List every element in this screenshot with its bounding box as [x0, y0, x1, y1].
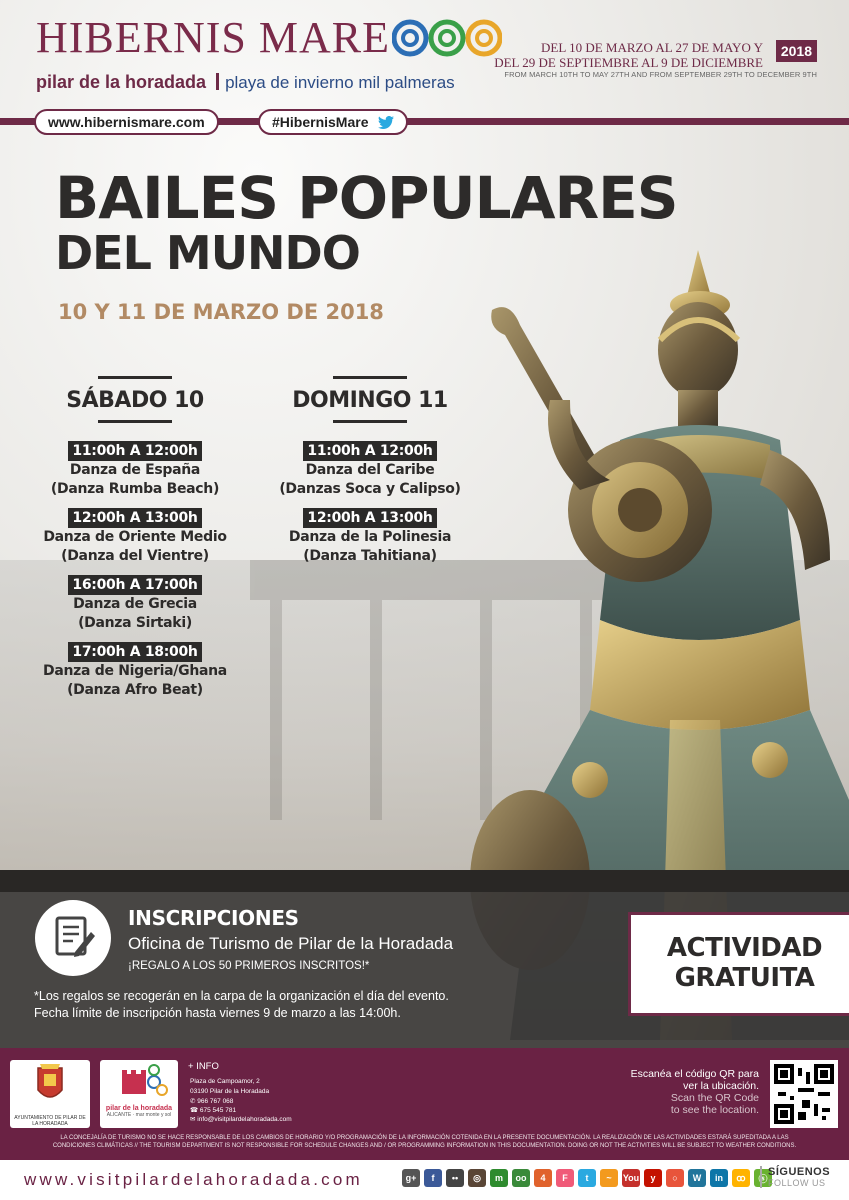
dance-style: (Danza Sirtaki)	[78, 615, 192, 631]
document-edit-icon	[35, 900, 111, 976]
council-logo	[10, 1060, 90, 1128]
follow-us: SÍGUENOS FOLLOW US	[760, 1166, 830, 1188]
registration-note-1: *Los regalos se recogerán en la carpa de la organización el día del evento.	[34, 989, 449, 1003]
phone-line-2: ☎ 675 545 781	[190, 1107, 237, 1114]
badge-line-1: ACTIVIDAD	[666, 933, 823, 963]
dates-line-2: DEL 29 DE SEPTIEMBRE AL 9 DE DICIEMBRE	[494, 55, 763, 70]
mobile-icon: ☎	[190, 1107, 200, 1114]
coat-of-arms-icon	[10, 1060, 90, 1110]
circle-icon[interactable]: ○	[666, 1169, 684, 1187]
registration-band-top	[0, 870, 849, 892]
time-slot: 11:00h A 12:00h	[303, 441, 436, 461]
event-title-line-2: DEL MUNDO	[55, 226, 360, 280]
legal-disclaimer: LA CONCEJALÍA DE TURISMO NO SE HACE RESPONSABLE DE LOS CAMBIOS DE HORARIO Y/O PROGRAMACIÓN DE LA INFORMACIÓN COTENIDA EN LA PRESENTE DOCUMENTACIÓN. LA REALIZACIÓN DE LAS ACTIVIDADES ESTARÁ SUPEDITADA A LAS CONDICIONES CLIMÁTICAS // THE TOURISM DEPARTMENT IS NOT RESPONSIBLE FOR SCHEDULE CHANGES AND / OR PROGRAMMING INFORMATION IN THIS DOCUMENTATION. DOING OR NOT THE ACTIVITIES WILL BE SUBJECT TO WEATHER CONDITIONS.	[52, 1135, 797, 1149]
brand-title: HIBERNIS MARE	[36, 13, 391, 62]
dance-name: Danza de España	[69, 462, 201, 478]
yelp-icon[interactable]: y	[644, 1169, 662, 1187]
rss-icon[interactable]: ~	[600, 1169, 618, 1187]
year-badge: 2018	[776, 40, 817, 62]
schedule-item	[250, 508, 490, 566]
schedule-sunday	[250, 376, 490, 575]
registration-title: INSCRIPCIONES	[128, 906, 299, 930]
castle-spiral-logo-icon	[100, 1060, 178, 1100]
qr-code[interactable]	[770, 1060, 838, 1128]
registration-gift: ¡REGALO A LOS 50 PRIMEROS INSCRITOS!*	[128, 960, 370, 972]
youtube-icon[interactable]: You	[622, 1169, 640, 1187]
email-line[interactable]: ✉ info@visitpilardelahoradada.com	[190, 1116, 292, 1123]
facebook-icon[interactable]: f	[424, 1169, 442, 1187]
instagram-icon[interactable]: ◎	[468, 1169, 486, 1187]
phone-line-1: ✆ 966 767 068	[190, 1098, 234, 1105]
schedule-item	[15, 575, 255, 633]
info-heading: + INFO	[188, 1061, 219, 1072]
time-slot: 11:00h A 12:00h	[68, 441, 201, 461]
shop-icon[interactable]: ⓢ	[754, 1169, 772, 1187]
destination-logo-sub: ALICANTE · mar monte y sol	[106, 1112, 172, 1118]
time-slot: 12:00h A 13:00h	[68, 508, 201, 528]
town-tagline	[36, 72, 455, 93]
registration-note-2: Fecha límite de inscripción hasta viernes 9 de marzo a las 14:00h.	[34, 1006, 401, 1020]
twitter-icon[interactable]: t	[578, 1169, 596, 1187]
linkedin-icon[interactable]: in	[710, 1169, 728, 1187]
dance-style: (Danza Rumba Beach)	[50, 481, 220, 497]
people-icon[interactable]: ꝏ	[732, 1169, 750, 1187]
dance-name: Danza del Caribe	[305, 462, 435, 478]
event-dates: 10 Y 11 DE MARZO DE 2018	[58, 300, 384, 324]
address-line-2: 03190 Pilar de la Horadada	[190, 1088, 270, 1095]
schedule-item	[15, 508, 255, 566]
registration-office: Oficina de Turismo de Pilar de la Horadada	[128, 934, 454, 953]
council-label: AYUNTAMIENTO DE PILAR DE LA HORADADA	[14, 1115, 86, 1127]
hashtag-pill[interactable]	[258, 109, 408, 135]
tagline: playa de invierno mil palmeras	[225, 73, 455, 92]
time-slot: 17:00h A 18:00h	[68, 642, 201, 662]
dance-style: (Danza Tahitiana)	[303, 548, 437, 564]
dance-name: Danza de Nigeria/Ghana	[43, 663, 227, 679]
address-line-1: Plaza de Campoamor, 2	[190, 1078, 260, 1085]
season-dates	[494, 40, 763, 70]
registration-notes	[34, 988, 449, 1022]
dates-line-1: DEL 10 DE MARZO AL 27 DE MAYO Y	[541, 40, 763, 55]
dance-style: (Danza Afro Beat)	[67, 682, 203, 698]
foursquare-icon[interactable]: F	[556, 1169, 574, 1187]
town-name: pilar de la horadada	[36, 72, 207, 92]
schedule-item	[15, 642, 255, 700]
twitter-bird-icon	[378, 116, 394, 129]
tripadvisor-icon[interactable]: oo	[512, 1169, 530, 1187]
badge-line-2: GRATUITA	[674, 963, 815, 993]
social-icons	[402, 1169, 772, 1189]
email-icon: ✉	[190, 1116, 198, 1123]
dance-style: (Danza del Vientre)	[61, 548, 209, 564]
day-heading: SÁBADO 10	[66, 388, 204, 413]
minube-icon[interactable]: m	[490, 1169, 508, 1187]
schedule-item	[15, 441, 255, 499]
hashtag-text: #HibernisMare	[272, 114, 369, 130]
season-dates-english: FROM MARCH 10TH TO MAY 27TH AND FROM SEPTEMBER 29TH TO DECEMBER 9TH	[504, 70, 817, 79]
website-text: www.hibernismare.com	[48, 114, 205, 130]
tourism-website-link[interactable]: www.visitpilardelahoradada.com	[24, 1170, 363, 1189]
qr-instructions: Escanéa el código QR para ver la ubicación. Scan the QR Code to see the location.	[630, 1068, 759, 1116]
dance-name: Danza de la Polinesia	[288, 529, 452, 545]
phone-icon: ✆	[190, 1098, 198, 1105]
dance-style: (Danzas Soca y Calipso)	[279, 481, 461, 497]
dance-name: Danza de Grecia	[73, 596, 197, 612]
website-pill[interactable]	[34, 109, 219, 135]
free-activity-badge	[628, 912, 849, 1016]
qr-code-icon	[774, 1064, 834, 1124]
flickr-icon[interactable]: ••	[446, 1169, 464, 1187]
schedule-item	[250, 441, 490, 499]
time-slot: 16:00h A 17:00h	[68, 575, 201, 595]
google-plus-icon[interactable]: g+	[402, 1169, 420, 1187]
4sq-icon[interactable]: 4	[534, 1169, 552, 1187]
dance-name: Danza de Oriente Medio	[43, 529, 227, 545]
spiral-logo-icon	[392, 18, 502, 58]
wordpress-icon[interactable]: W	[688, 1169, 706, 1187]
time-slot: 12:00h A 13:00h	[303, 508, 436, 528]
destination-logo-text: pilar de la horadada	[105, 1105, 173, 1112]
destination-logo	[100, 1060, 178, 1128]
event-title-line-1: BAILES POPULARES	[55, 164, 678, 232]
schedule-saturday	[15, 376, 255, 709]
day-heading: DOMINGO 11	[292, 388, 448, 413]
